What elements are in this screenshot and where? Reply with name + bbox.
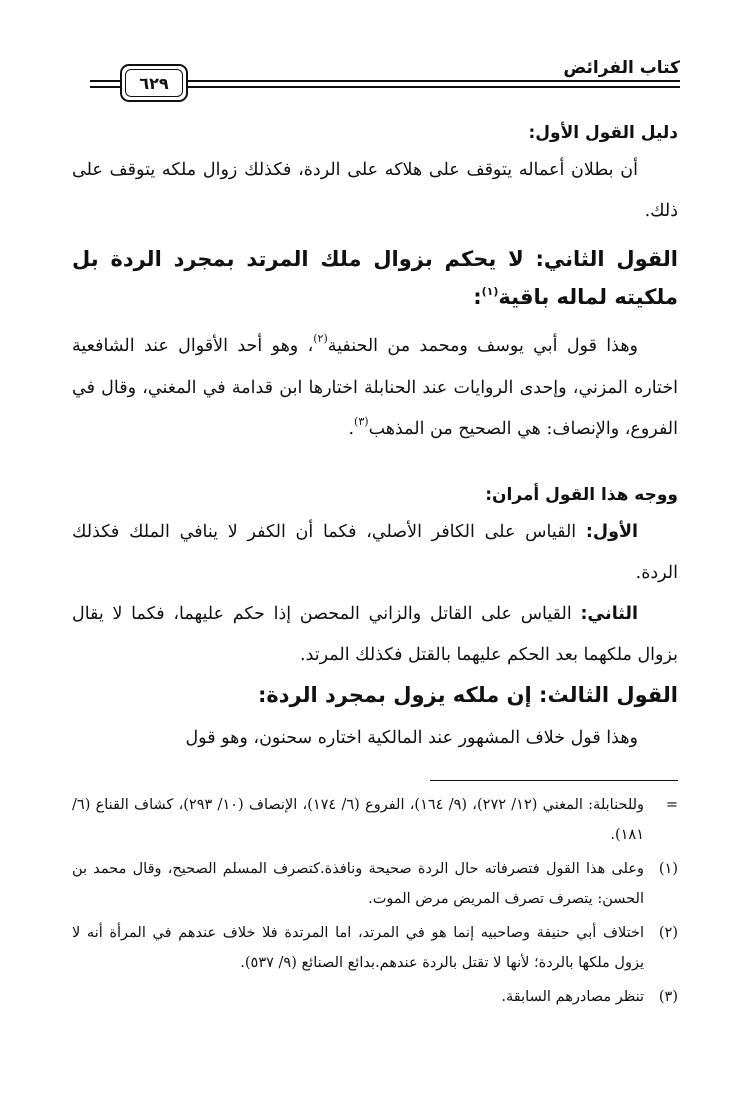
text-run: القياس على الكافر الأصلي، فكما أن الكفر لا ينافي الملك فكذلك الردة.: [72, 522, 678, 583]
footnote-text: اختلاف أبي حنيفة وصاحبيه إنما هو في المرتد، اما المرتدة فلا خلاف عندهم في المرأة أنه لا يزول ملكها بالردة؛ لأنها لا تقتل بالردة عندهم.بدائع الصنائع (٩/ ٥٣٧).: [72, 925, 644, 971]
page-number-box: [120, 64, 188, 102]
running-header-title: كتاب الفرائض: [563, 58, 680, 78]
footnote-ref: (٣): [354, 415, 369, 428]
footnotes: [72, 790, 678, 1012]
section-heading: ووجه هذا القول أمران:: [485, 485, 678, 505]
text-run: .: [348, 419, 355, 439]
section-reasons: [72, 478, 678, 676]
text-run: وهذا قول أبي يوسف ومحمد من الحنفية: [327, 336, 638, 356]
footnote-separator: [430, 780, 678, 781]
footnote-mark: (٢): [658, 925, 678, 941]
paragraph-first-reason: [72, 512, 678, 594]
footnote: [72, 790, 678, 850]
section-heading: دليل القول الأول:: [528, 123, 678, 143]
paragraph: أن بطلان أعماله يتوقف على هلاكه على الردة، فكذلك زوال ملكه يتوقف على ذلك.: [72, 160, 678, 221]
reason-label: الأول:: [585, 522, 638, 542]
paragraph: وهذا قول خلاف المشهور عند المالكية اختاره سحنون، وهو قول: [185, 728, 638, 748]
section-second-opinion: [72, 240, 678, 451]
section-first-opinion-evidence: [72, 116, 678, 232]
text-run: ، وهو أحد الأقوال عند الشافعية اختاره المزني، وإحدى الروايات عند الحنابلة اختارها ابن قدامة في المغني، وقال في الفروع، والإنصاف: هي الصحيح من المذهب: [72, 336, 678, 439]
heading-colon: :: [473, 285, 482, 309]
paragraph: [72, 326, 678, 451]
text-run: القياس على القاتل والزاني المحصن إذا حكم عليهما، فكما لا يقال بزوال ملكهما بعد الحكم عليهما بالقتل فكذلك المرتد.: [72, 604, 678, 665]
header-rule-short: [90, 80, 120, 92]
footnote-ref: (١): [481, 285, 499, 298]
paragraph-second-reason: [72, 594, 678, 676]
reason-label: الثاني:: [580, 604, 638, 624]
footnote-mark: =: [665, 797, 678, 813]
footnote-mark: (١): [658, 861, 678, 877]
footnote-ref: (٢): [313, 332, 328, 345]
main-heading: [72, 240, 678, 320]
footnote-mark: (٣): [658, 989, 678, 1005]
footnote: [72, 854, 678, 914]
footnote-text: وعلى هذا القول فتصرفاته حال الردة صحيحة ونافذة.كتصرف المسلم الصحيح، وقال محمد بن الحسن: يتصرف تصرف المريض مرض الموت.: [72, 861, 644, 907]
heading-text: القول الثاني: لا يحكم بزوال ملك المرتد بمجرد الردة بل ملكيته لماله باقية: [72, 247, 678, 309]
section-third-opinion: [72, 676, 678, 759]
footnote-text: وللحنابلة: المغني (١٢/ ٢٧٢)، (٩/ ١٦٤)، الفروع (٦/ ١٧٤)، الإنصاف (١٠/ ٢٩٣)، كشاف القناع (٦/ ١٨١).: [72, 797, 645, 843]
footnote: [72, 982, 678, 1012]
footnote: [72, 918, 678, 978]
footnote-text: تنظر مصادرهم السابقة.: [501, 989, 644, 1005]
main-heading: القول الثالث: إن ملكه يزول بمجرد الردة:: [257, 683, 678, 707]
page-number: ٦٢٩: [139, 73, 169, 93]
header-rule-long: [188, 80, 680, 92]
